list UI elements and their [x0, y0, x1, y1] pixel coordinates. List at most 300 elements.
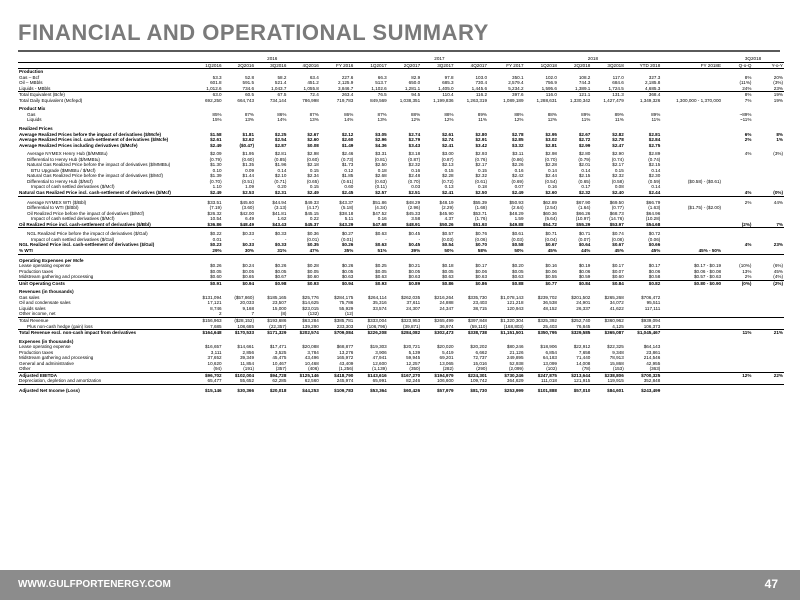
table-cell: $247,875: [537, 372, 557, 378]
row-label: Production taxes: [19, 349, 54, 355]
table-cell: 24,901: [576, 300, 591, 306]
table-cell: 13,276: [339, 349, 354, 355]
table-cell: 7%: [752, 222, 784, 228]
year-2016: 2016: [190, 56, 354, 62]
table-cell: 0.14: [547, 167, 557, 173]
table-cell: 0.07: [514, 184, 524, 190]
table-cell: $2.32: [408, 162, 421, 168]
table-cell: 1%: [776, 137, 783, 143]
table-cell: 23,861: [646, 349, 661, 355]
table-cell: $0.84: [612, 280, 624, 286]
table-cell: 88%: [514, 111, 524, 117]
table-body: [18, 69, 784, 394]
table-cell: 692,250: [205, 97, 222, 103]
table-cell: $365,087: [604, 330, 624, 336]
table-cell: (4%): [752, 274, 784, 280]
table-cell: 44%: [558, 248, 591, 254]
table-cell: 108.2: [578, 74, 591, 80]
table-cell: 72.4: [309, 92, 319, 98]
column-header: YTD 2018: [625, 62, 662, 69]
table-cell: ($57,860): [234, 294, 255, 300]
table-cell: (7.19): [209, 205, 222, 211]
table-cell: $0.05: [512, 268, 524, 274]
table-cell: $19,303: [370, 344, 387, 350]
table-cell: $30,366: [237, 387, 255, 393]
table-cell: (5.64): [544, 216, 557, 222]
row-label: Liquids sales: [19, 305, 46, 311]
table-cell: $2.57: [354, 190, 387, 196]
table-cell: $265,268: [604, 294, 624, 300]
table-cell: 744.3: [578, 80, 591, 86]
table-cell: 4%: [722, 190, 752, 196]
year-3q2018: 3Q2018: [722, 56, 784, 62]
table-cell: $51.86: [372, 199, 387, 205]
table-cell: $0.58: [512, 242, 524, 248]
table-cell: 10.54: [210, 216, 222, 222]
table-cell: $2.74: [442, 137, 454, 143]
table-cell: $0.25: [375, 263, 387, 269]
row-label: Impact of cash settled derivatives ($/Mcf): [31, 184, 115, 190]
table-cell: 13%: [742, 268, 752, 274]
table-cell: $2.26: [512, 162, 524, 168]
table-cell: $418,790: [334, 372, 354, 378]
table-cell: (0.63): [374, 178, 387, 184]
table-cell: 1,349,326: [639, 97, 661, 103]
table-cell: $2.75: [648, 142, 661, 148]
table-cell: $66.79: [646, 199, 661, 205]
table-cell: $3.02: [545, 137, 557, 143]
row-label: Gas: [27, 111, 36, 117]
table-cell: (1,139): [354, 366, 387, 372]
table-cell: (0.87): [441, 156, 454, 162]
table-cell: 734,144: [269, 97, 287, 103]
table-cell: 82.9: [411, 74, 421, 80]
table-cell: $164,648: [202, 330, 222, 336]
table-cell: $0.35: [307, 242, 319, 248]
table-cell: (0.61): [474, 178, 487, 184]
table-cell: 13%: [309, 117, 319, 123]
table-cell: 119,915: [591, 378, 624, 384]
table-cell: 0.08: [614, 184, 624, 190]
table-cell: $62.89: [542, 199, 557, 205]
row-label: Gas sales: [19, 294, 40, 300]
row-label: Oil and condensate sales: [19, 300, 71, 306]
table-cell: $69.50: [609, 199, 624, 205]
table-cell: $2.80: [475, 131, 487, 137]
table-cell: 65,477: [190, 378, 222, 384]
table-cell: $1.30: [210, 162, 222, 168]
table-cell: 131.3: [612, 92, 624, 98]
table-cell: $4.36: [375, 142, 387, 148]
table-cell: $3.00: [442, 151, 454, 157]
column-header: 1Q2017: [354, 62, 387, 69]
table-cell: 0.09: [245, 167, 255, 173]
table-cell: 11%: [742, 330, 752, 336]
table-cell: $47.52: [372, 210, 387, 216]
table-cell: 0.10: [212, 167, 222, 173]
table-cell: $2.81: [545, 142, 557, 148]
table-cell: 66.3: [377, 74, 387, 80]
table-cell: 8,746: [210, 305, 222, 311]
table-cell: (102): [525, 366, 558, 372]
table-cell: $2.32: [612, 173, 624, 179]
table-cell: $0.06: [545, 268, 557, 274]
table-cell: 45%: [525, 248, 558, 254]
table-cell: 24,888: [439, 300, 454, 306]
table-cell: $0.70: [475, 242, 487, 248]
table-cell: $1.49: [341, 142, 354, 148]
table-cell: 44%: [773, 199, 783, 205]
table-cell: $0.60: [190, 274, 222, 280]
table-cell: 368.4: [648, 92, 661, 98]
table-cell: $0.86: [442, 280, 454, 286]
table-cell: $0.80 - $0.90: [693, 280, 722, 286]
table-cell: 0.01: [212, 236, 222, 242]
table-cell: $0.33: [242, 231, 255, 237]
table-cell: $0.26: [341, 242, 354, 248]
table-cell: $22,912: [573, 344, 591, 350]
table-cell: 55,652: [223, 378, 255, 384]
table-cell: $0.05: [442, 268, 454, 274]
year-2017: 2017: [354, 56, 524, 62]
table-cell: $0.05: [341, 268, 354, 274]
table-cell: $338,738: [467, 330, 487, 336]
column-header: Y-o-Y: [752, 62, 784, 69]
table-cell: 15,868: [609, 360, 624, 366]
table-cell: $0.57 - $0.63: [661, 274, 722, 280]
table-cell: (4.17): [306, 205, 319, 211]
table-cell: $0.07: [612, 268, 624, 274]
table-cell: $2.42: [512, 173, 524, 179]
table-cell: 116.2: [475, 92, 487, 98]
row-label: Depreciation, depletion and amortization: [18, 378, 190, 384]
table-cell: $350,795: [537, 330, 557, 336]
table-cell: (282): [421, 366, 454, 372]
table-cell: (0.70): [209, 178, 222, 184]
table-cell: 0.12: [344, 167, 354, 173]
table-cell: 3,525: [274, 349, 287, 355]
table-cell: 8%: [744, 74, 752, 80]
table-cell: 7,685: [190, 324, 222, 330]
table-cell: 10,620: [207, 360, 222, 366]
table-cell: 23,507: [272, 300, 287, 306]
table-cell: $216,264: [434, 294, 454, 300]
table-cell: 1,427,479: [603, 97, 624, 103]
table-cell: 0.14: [277, 167, 287, 173]
table-cell: $224,301: [467, 372, 487, 378]
table-cell: $265,499: [434, 317, 454, 323]
table-cell: $2.93: [475, 151, 487, 157]
row-label: Unit Operating Costs: [19, 280, 65, 286]
table-cell: 87%: [244, 111, 255, 117]
table-cell: 47%: [287, 248, 319, 254]
table-cell: -: [284, 236, 287, 242]
table-cell: (1.68): [474, 205, 487, 211]
table-cell: (8): [255, 311, 287, 317]
table-cell: 0.14: [651, 184, 661, 190]
table-cell: 11%: [651, 117, 661, 123]
column-header: FY 2018E: [661, 62, 722, 69]
table-cell: 109,742: [455, 378, 488, 384]
table-cell: 0.15: [309, 184, 319, 190]
table-cell: $0.06: [578, 268, 591, 274]
table-cell: 6.49: [245, 216, 255, 222]
row-label: Oil – MBbls: [19, 80, 43, 86]
table-cell: (153): [591, 366, 624, 372]
table-cell: (0.79): [578, 156, 591, 162]
table-cell: (0.04): [544, 236, 557, 242]
row-label: Differential to WTI ($/Bbl): [27, 205, 79, 211]
table-cell: $55.39: [472, 199, 487, 205]
table-cell: 0.16: [377, 216, 387, 222]
table-cell: $213,644: [571, 372, 591, 378]
table-cell: 601.8: [210, 80, 222, 86]
footer-url[interactable]: WWW.GULFPORTENERGY.COM: [18, 579, 171, 590]
row-label: Oil Realized Price before the impact of derivatives ($/Mcf): [27, 210, 145, 216]
table-cell: 0.20: [277, 184, 287, 190]
table-cell: 3,784: [307, 349, 319, 355]
column-header: 3Q2017: [421, 62, 454, 69]
table-cell: 108,685: [223, 324, 255, 330]
table-cell: 19%: [773, 92, 783, 98]
table-cell: $41.81: [272, 210, 287, 216]
table-cell: 59,945: [406, 355, 421, 361]
table-cell: (3.60): [242, 205, 255, 211]
table-cell: 1,281.1: [388, 86, 421, 92]
table-cell: $3.18: [408, 151, 421, 157]
table-cell: $0.89: [408, 280, 421, 286]
table-cell: $43.29: [320, 222, 354, 228]
table-cell: 10,467: [272, 360, 287, 366]
table-cell: 121.1: [578, 92, 591, 98]
table-cell: $194,979: [434, 372, 454, 378]
table-cell: $53,364: [370, 387, 387, 393]
table-cell: (132): [287, 311, 319, 317]
table-cell: (1.64): [578, 205, 591, 211]
table-cell: 39%: [388, 248, 421, 254]
table-cell: (0.60): [306, 156, 319, 162]
table-cell: 95,511: [646, 300, 661, 306]
table-cell: $53.97: [591, 222, 624, 228]
table-cell: 4%: [744, 151, 752, 157]
table-cell: $0.33: [242, 242, 255, 248]
table-cell: 29%: [190, 248, 222, 254]
table-cell: $53.71: [472, 210, 487, 216]
table-cell: (11%): [739, 80, 752, 86]
row-label: Adjusted Net Income (Loss): [19, 387, 80, 393]
table-cell: $939,094: [641, 317, 661, 323]
table-cell: $0.19: [578, 263, 591, 269]
table-cell: $2.44: [545, 173, 557, 179]
table-cell: $2.32: [475, 173, 487, 179]
table-cell: 38,715: [472, 305, 487, 311]
table-cell: $0.74: [612, 231, 624, 237]
table-cell: $2.90: [612, 151, 624, 157]
table-cell: 15%: [212, 117, 222, 123]
table-cell: $0.17: [475, 263, 487, 269]
table-cell: 103.0: [475, 74, 487, 80]
table-cell: 12%: [547, 117, 557, 123]
table-cell: $38.18: [339, 210, 354, 216]
table-cell: 87%: [377, 111, 387, 117]
table-cell: 35%: [320, 248, 354, 254]
table-cell: $2.80: [578, 151, 591, 157]
table-cell: 245,974: [320, 378, 354, 384]
table-cell: 513.7: [375, 80, 387, 86]
table-cell: 5,139: [408, 349, 421, 355]
table-cell: (0.77): [611, 205, 624, 211]
table-cell: $0.71: [545, 231, 557, 237]
table-cell: $0.20: [512, 263, 524, 269]
table-cell: 451.2: [307, 80, 319, 86]
table-cell: (2.96): [408, 205, 421, 211]
table-cell: (0.06): [648, 236, 661, 242]
table-cell: $0.67: [545, 242, 557, 248]
table-cell: 1.10: [212, 184, 222, 190]
table-cell: $2.91: [475, 137, 487, 143]
table-cell: $253,999: [504, 387, 524, 393]
table-cell: $1.85: [341, 173, 354, 179]
table-cell: 86%: [344, 111, 354, 117]
table-cell: 786,998: [302, 97, 319, 103]
table-cell: $0.45: [408, 231, 421, 237]
row-label: Midstream gathering and processing: [19, 355, 94, 361]
table-cell: $48.29: [406, 199, 421, 205]
table-cell: (0.86): [511, 156, 524, 162]
table-cell: $0.24: [242, 263, 255, 269]
row-label: Total Revenue: [19, 317, 49, 323]
table-cell: 17,121: [207, 300, 222, 306]
table-cell: $0.05: [242, 268, 255, 274]
table-cell: $335,730: [467, 294, 487, 300]
table-cell: $0.88: [512, 280, 524, 286]
table-cell: 63.0: [212, 92, 222, 98]
table-cell: 9,168: [242, 305, 255, 311]
table-cell: $2.49: [287, 190, 319, 196]
table-cell: 13,099: [542, 360, 557, 366]
table-cell: 51%: [354, 248, 387, 254]
table-cell: (2.64): [511, 205, 524, 211]
table-cell: $51.93: [455, 222, 488, 228]
table-cell: $0.27: [341, 231, 354, 237]
table-cell: 23%: [773, 242, 783, 248]
table-cell: $323,953: [400, 317, 421, 323]
table-cell: $2.60: [307, 137, 319, 143]
table-cell: (0.81): [374, 156, 387, 162]
table-cell: $2.17: [612, 162, 624, 168]
table-cell: $2.31: [255, 190, 287, 196]
table-cell: $45.60: [239, 199, 255, 205]
table-cell: $1.96: [274, 162, 287, 168]
row-label: Total Daily Equivalent (Mcfepd): [19, 97, 83, 103]
table-cell: $1.81: [242, 131, 255, 137]
table-cell: $50.26: [421, 222, 454, 228]
table-cell: 139,290: [287, 324, 319, 330]
table-cell: 7%: [744, 97, 752, 103]
table-cell: 89%: [651, 111, 661, 117]
row-label: Average Realized Prices incl. cash-settlement of derivatives ($/Mcfe): [19, 137, 169, 143]
table-cell: 33,574: [372, 305, 387, 311]
table-cell: 24,307: [406, 305, 421, 311]
year-2018: 2018: [525, 56, 662, 62]
row-label: Lease operating expense: [19, 263, 71, 269]
table-cell: $0.61: [512, 231, 524, 237]
table-cell: 89%: [581, 111, 591, 117]
table-cell: $0.66: [648, 242, 661, 248]
table-cell: 120,943: [506, 305, 524, 311]
row-label: Production: [19, 69, 44, 75]
column-header: 3Q2018: [591, 62, 624, 69]
table-cell: $2.01: [578, 162, 591, 168]
table-cell: 62,560: [287, 378, 319, 384]
table-cell: 88%: [547, 111, 557, 117]
table-cell: 69,201: [439, 355, 454, 361]
table-cell: $20,018: [269, 387, 287, 393]
table-cell: 5,419: [442, 349, 454, 355]
table-cell: 88%: [444, 111, 454, 117]
table-cell: $1.44: [242, 173, 255, 179]
table-cell: 53.3: [212, 74, 222, 80]
table-cell: (5.18): [341, 205, 354, 211]
table-cell: $170,533: [234, 330, 255, 336]
table-cell: $81,730: [470, 387, 487, 393]
table-cell: $385,781: [334, 317, 354, 323]
table-cell: (0.54): [544, 178, 557, 184]
table-cell: (0.58): [611, 178, 624, 184]
table-cell: $0.77: [545, 280, 557, 286]
table-cell: $2.49: [210, 142, 222, 148]
table-cell: 86%: [277, 111, 287, 117]
table-cell: 4%: [744, 242, 752, 248]
table-cell: 1,199,836: [433, 97, 454, 103]
table-cell: $2.78: [612, 137, 624, 143]
table-cell: $2.44: [625, 190, 662, 196]
table-cell: $239,702: [537, 294, 557, 300]
table-cell: $700,325: [641, 372, 661, 378]
table-cell: $360,962: [604, 317, 624, 323]
table-cell: 26,337: [576, 305, 591, 311]
table-cell: 214,546: [643, 355, 661, 361]
table-cell: (39,871): [388, 324, 421, 330]
table-cell: $2.67: [307, 131, 319, 137]
table-cell: 89%: [477, 111, 487, 117]
table-cell: 11%: [581, 117, 591, 123]
row-label: Natural Gas Realized Price before the impact of derivatives ($/Mcf): [27, 173, 164, 179]
table-cell: $0.05: [210, 268, 222, 274]
table-cell: 20,033: [239, 300, 255, 306]
table-cell: $0.08: [307, 142, 319, 148]
table-cell: 52.8: [245, 74, 255, 80]
table-cell: ~89%: [739, 111, 752, 117]
table-cell: 650.0: [408, 80, 421, 86]
table-cell: $42.00: [239, 210, 255, 216]
table-cell: (10.28): [645, 216, 661, 222]
table-cell: $0.17: [612, 263, 624, 269]
table-cell: 102.0: [545, 74, 557, 80]
row-label: Average NYMEX WTI ($/Bbl): [27, 199, 87, 205]
table-cell: $2.41: [442, 142, 454, 148]
table-cell: $54.72: [525, 222, 558, 228]
column-header: 2Q2018: [558, 62, 591, 69]
table-cell: $329,585: [571, 330, 591, 336]
row-label: Other income, net: [18, 311, 190, 317]
table-cell: $57,979: [436, 387, 454, 393]
table-cell: 37,611: [406, 300, 421, 306]
table-cell: $3.11: [512, 151, 524, 157]
table-cell: $2.82: [612, 131, 624, 137]
table-cell: 591.5: [242, 80, 255, 86]
column-header: 1Q2018: [525, 62, 558, 69]
